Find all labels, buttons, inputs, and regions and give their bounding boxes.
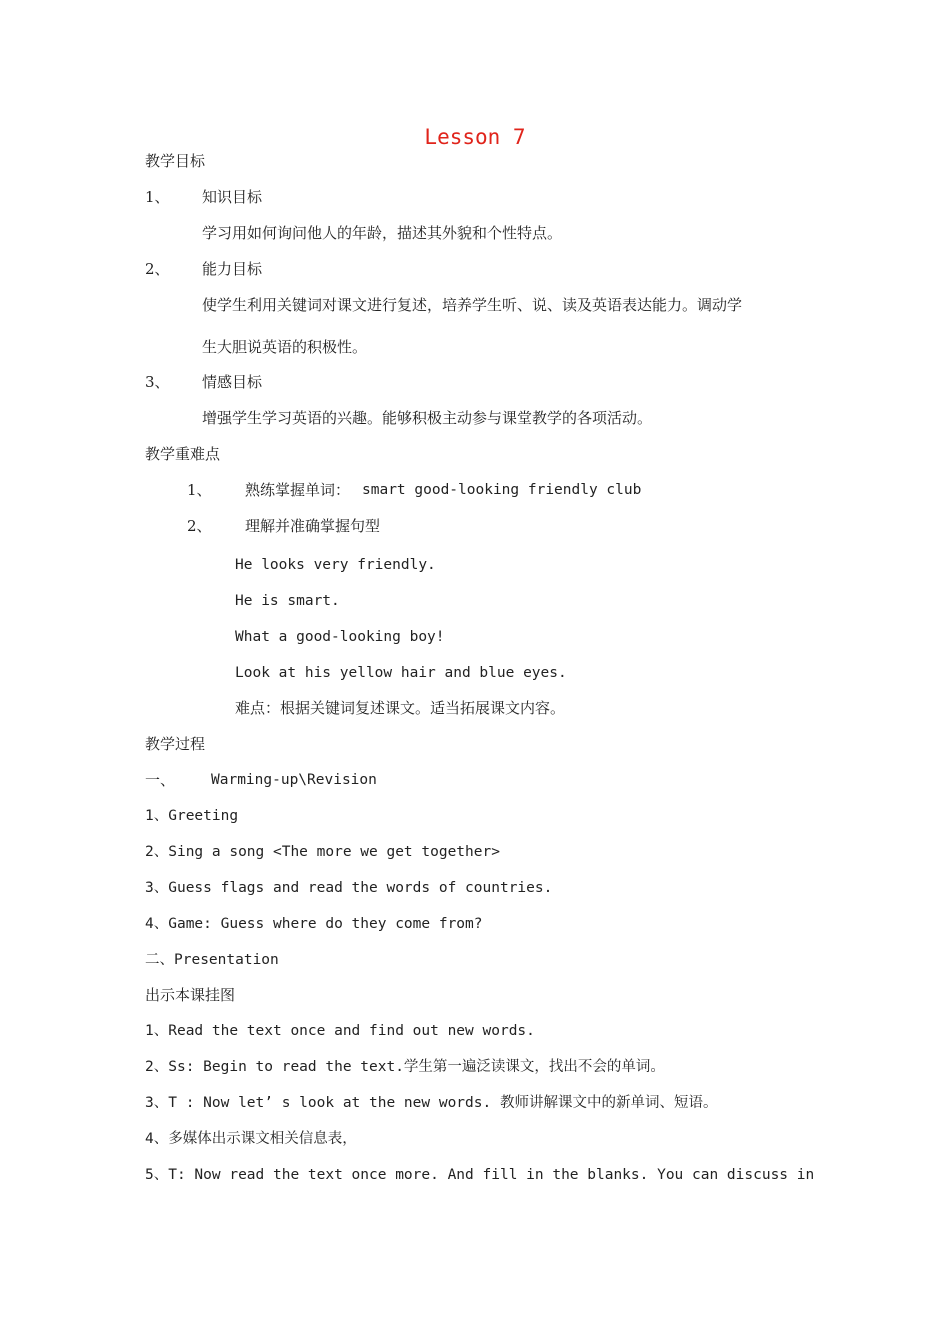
key-point-2-number: 2、 xyxy=(187,517,212,535)
objective-1-number: 1、 xyxy=(145,188,170,206)
sentence-1: He looks very friendly. xyxy=(235,557,436,573)
objective-3-label: 情感目标 xyxy=(202,373,263,391)
key-point-2-label: 理解并准确掌握句型 xyxy=(245,517,381,535)
part-2-note: 出示本课挂图 xyxy=(145,986,236,1004)
sentence-4: Look at his yellow hair and blue eyes. xyxy=(235,665,567,681)
objective-1-text: 学习用如何询问他人的年龄，描述其外貌和个性特点。 xyxy=(202,224,563,242)
section-heading-key-points: 教学重难点 xyxy=(145,445,221,463)
objective-3-text: 增强学生学习英语的兴趣。能够积极主动参与课堂教学的各项活动。 xyxy=(202,409,653,427)
key-point-1-words: smart good-looking friendly club xyxy=(362,482,642,498)
objective-3-number: 3、 xyxy=(145,373,170,391)
section-heading-process: 教学过程 xyxy=(145,735,206,753)
sentence-2: He is smart. xyxy=(235,593,340,609)
objective-2-label: 能力目标 xyxy=(202,260,263,278)
objective-1-label: 知识目标 xyxy=(202,188,263,206)
lesson-title: Lesson 7 xyxy=(424,125,526,149)
presentation-step-1: 1、Read the text once and find out new words. xyxy=(145,1023,535,1039)
objective-2-number: 2、 xyxy=(145,260,170,278)
section-heading-objectives: 教学目标 xyxy=(145,152,206,170)
warmup-step-4: 4、Game: Guess where do they come from? xyxy=(145,916,483,932)
part-1-label: Warming-up\Revision xyxy=(211,772,377,788)
part-1-number: 一、 xyxy=(145,771,176,789)
presentation-step-2: 2、Ss: Begin to read the text.学生第一遍泛读课文，找出不会的单词。 xyxy=(145,1059,665,1075)
presentation-step-3: 3、T : Now let’ s look at the new words. 教师讲解课文中的新单词、短语。 xyxy=(145,1095,718,1111)
difficulty-text: 难点：根据关键词复述课文。适当拓展课文内容。 xyxy=(235,699,566,717)
presentation-step-4: 4、多媒体出示课文相关信息表， xyxy=(145,1131,357,1147)
objective-2-text-line1: 使学生利用关键词对课文进行复述，培养学生听、说、读及英语表达能力。调动学 xyxy=(202,296,743,314)
objective-2-text-line2: 生大胆说英语的积极性。 xyxy=(202,338,368,356)
sentence-3: What a good-looking boy! xyxy=(235,629,445,645)
warmup-step-3: 3、Guess flags and read the words of countries. xyxy=(145,880,553,896)
part-2-heading: 二、Presentation xyxy=(145,952,279,968)
warmup-step-1: 1、Greeting xyxy=(145,808,239,824)
key-point-1-label: 熟练掌握单词： xyxy=(245,481,351,499)
warmup-step-2: 2、Sing a song <The more we get together> xyxy=(145,844,500,860)
key-point-1-number: 1、 xyxy=(187,481,212,499)
presentation-step-5: 5、T: Now read the text once more. And fill in the blanks. You can discuss in xyxy=(145,1167,815,1183)
